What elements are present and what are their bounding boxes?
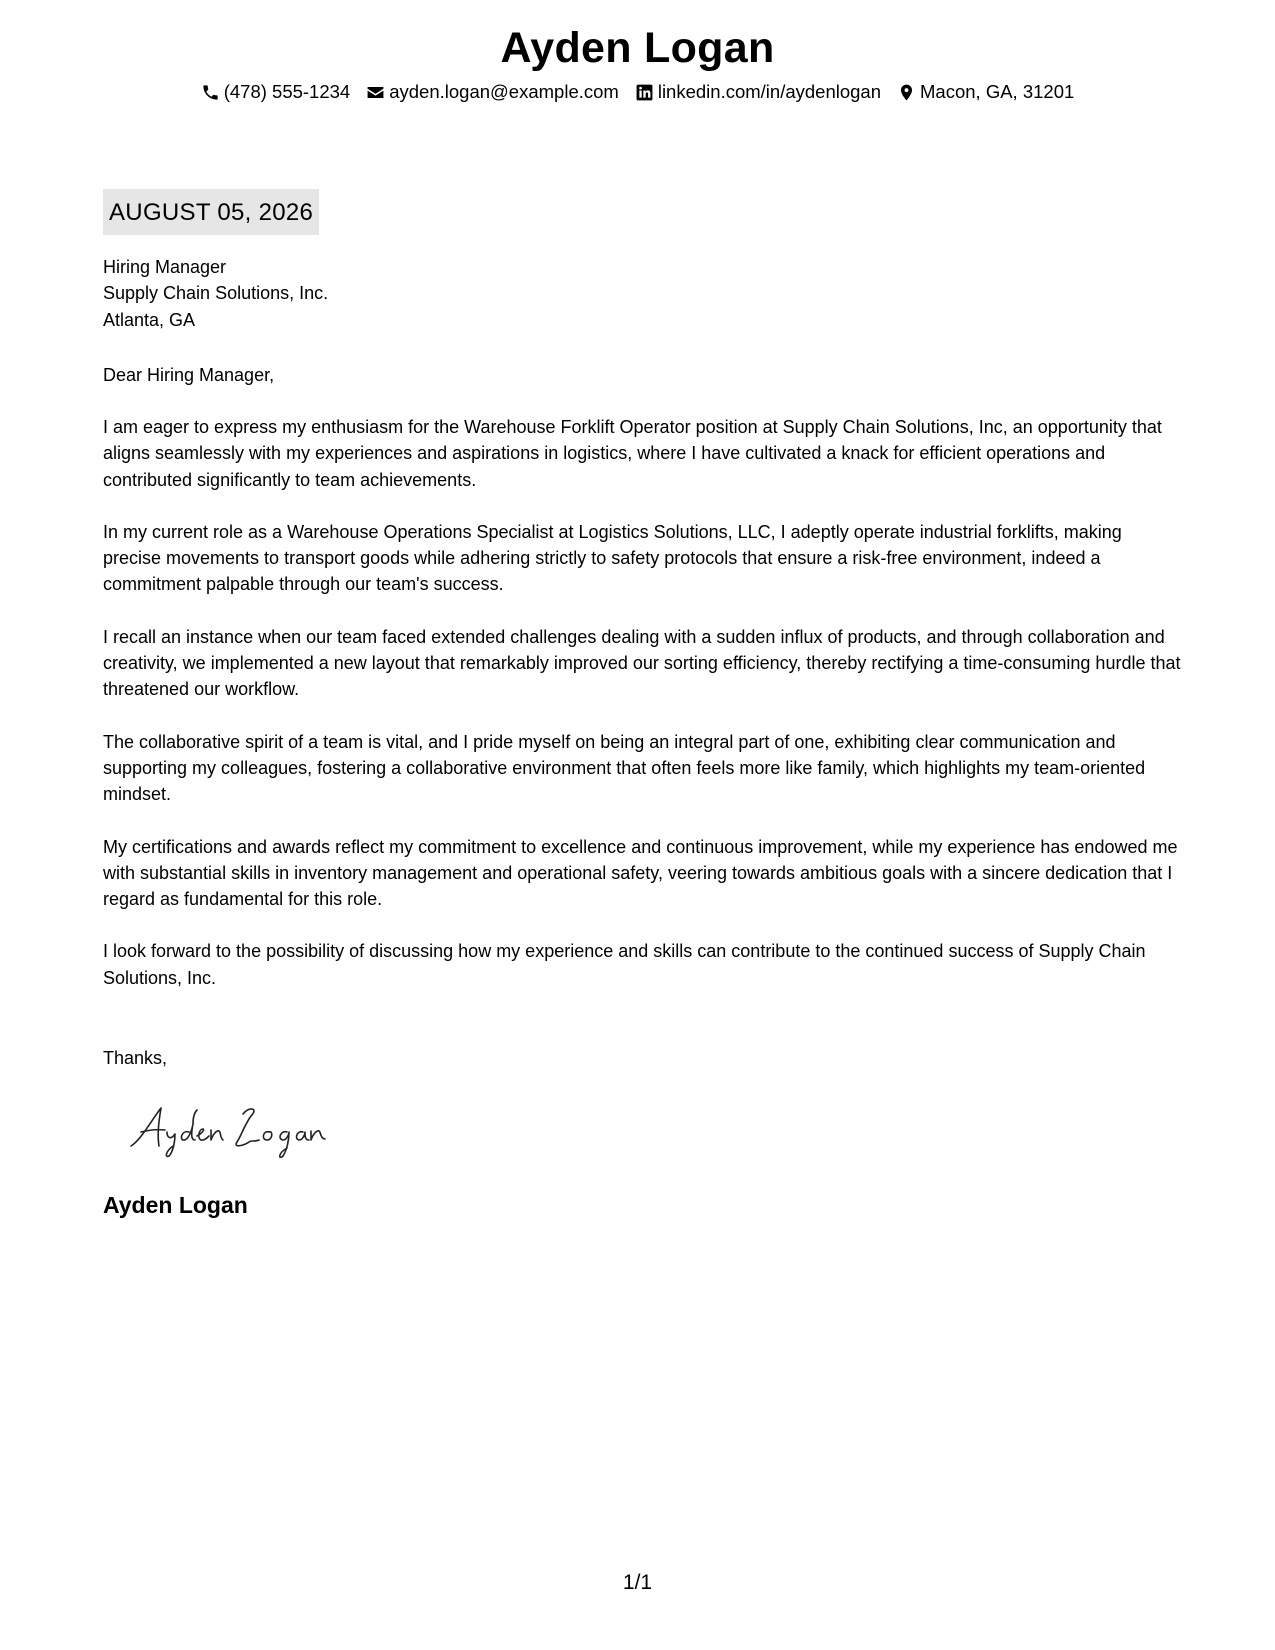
applicant-name-heading: Ayden Logan: [500, 24, 775, 72]
contact-linkedin[interactable]: [635, 78, 881, 106]
contact-location: [897, 78, 1074, 106]
location-text: Macon, GA, 31201: [920, 81, 1075, 102]
recipient-city: Atlanta, GA: [103, 309, 196, 330]
contact-email[interactable]: [366, 78, 619, 106]
phone-icon: [201, 83, 220, 102]
recipient-title: Hiring Manager: [103, 257, 227, 277]
map-pin-icon: [897, 83, 916, 102]
page-number: 1/1: [622, 1571, 653, 1594]
body-paragraph: I am eager to express my enthusiasm for the Warehouse Forklift Operator position at Supply Chain Solutions, Inc, an opportunity that aligns seamlessly with my experiences and aspirations in logistics, where I have cultivated a knack for efficient operations and contributed significantly to team achievements.: [103, 417, 1162, 490]
body-paragraph: In my current role as a Warehouse Operations Specialist at Logistics Solutions, LLC, I adeptly operate industrial forklifts, making precise movements to transport goods while adhering strictly to safety protocols that ensure a risk-free environment, indeed a commitment palpable through our team's success.: [103, 521, 1122, 595]
signed-name: Ayden Logan: [103, 1192, 248, 1218]
envelope-icon: [366, 83, 385, 102]
handwritten-signature: [127, 1102, 347, 1158]
body-paragraph: I recall an instance when our team faced extended challenges dealing with a sudden influx of products, and through collaboration and creativity, we implemented a new layout that remarkably improved our sorting efficiency, thereby rectifying a time-consuming hurdle that threatened our workflow.: [103, 626, 1181, 700]
salutation: Dear Hiring Manager,: [103, 365, 275, 385]
body-paragraph: My certifications and awards reflect my commitment to excellence and continuous improvement, while my experience has endowed me with substantial skills in inventory management and operational safety, veering towards ambitious goals with a sincere dedication that I regard as fundamental for this role.: [103, 836, 1178, 910]
email-text[interactable]: ayden.logan@example.com: [389, 81, 619, 102]
phone-text: (478) 555-1234: [223, 81, 351, 102]
closing: Thanks,: [103, 1048, 168, 1068]
recipient-block: [103, 254, 1183, 333]
linkedin-icon: [635, 83, 654, 102]
contact-bar: [0, 78, 1275, 106]
contact-phone: [201, 78, 351, 106]
letter-body: [103, 414, 1183, 1017]
body-paragraph: The collaborative spirit of a team is vital, and I pride myself on being an integral part of one, exhibiting clear communication and supporting my colleagues, fostering a collaborative environment that often feels more like family, which highlights my team-oriented mindset.: [103, 731, 1146, 805]
letter-date: AUGUST 05, 2026: [103, 189, 319, 235]
linkedin-text[interactable]: linkedin.com/in/aydenlogan: [657, 81, 882, 102]
recipient-company: Supply Chain Solutions, Inc.: [103, 283, 329, 304]
body-paragraph: I look forward to the possibility of discussing how my experience and skills can contribute to the continued success of Supply Chain Solutions, Inc.: [103, 941, 1146, 988]
